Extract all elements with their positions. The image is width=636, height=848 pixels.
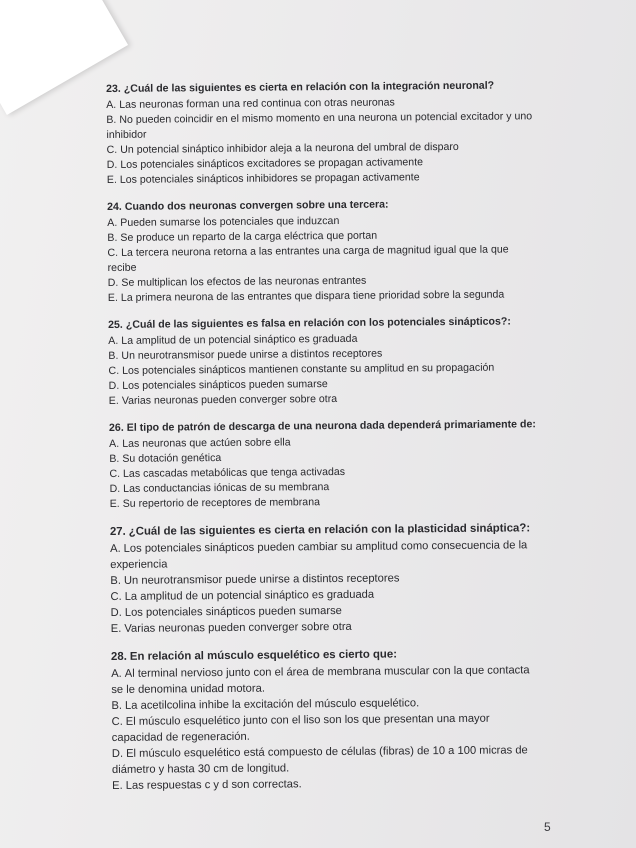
option-letter: E. — [110, 622, 122, 635]
option-text: El músculo esquelético junto con el liso son los que presentan una mayor capacidad de regeneración. — [111, 712, 490, 744]
option-letter: E. — [112, 779, 123, 792]
question-text: El tipo de patrón de descarga de una neurona dada dependerá primariamente de: — [126, 418, 536, 434]
option-letter: A. — [110, 542, 121, 555]
option-letter: C. — [108, 364, 120, 377]
option-letter: A. — [108, 334, 119, 347]
option-text: No pueden coincidir en el mismo momento en una neurona un potencial excitador y uno inhibidor — [106, 110, 533, 141]
question-number: 25. — [108, 318, 123, 331]
option-letter: B. — [107, 231, 118, 244]
answer-option — [110, 493, 540, 512]
option-letter: D. — [107, 276, 119, 289]
answer-option — [109, 390, 539, 409]
answer-option — [112, 710, 542, 746]
option-text: La amplitud de un potencial sináptico es graduada — [121, 332, 358, 347]
answer-option — [112, 742, 542, 778]
option-text: Los potenciales sinápticos pueden cambiar su amplitud como consecuencia de la experiencia — [110, 539, 528, 571]
option-text: Al terminal nervioso junto con el área de membrana muscular con la que contacta se le denomina unidad motora. — [111, 664, 530, 696]
option-text: Su repertorio de receptores de membrana — [122, 496, 321, 510]
question-number: 26. — [108, 421, 124, 434]
option-text: Los potenciales sinápticos pueden sumarse — [124, 604, 342, 619]
answer-option — [107, 242, 537, 276]
option-letter: C. — [107, 246, 119, 259]
question-23 — [106, 78, 537, 188]
answer-option — [108, 287, 538, 306]
question-number: 28. — [110, 650, 127, 663]
option-text: Los potenciales sinápticos pueden sumarse — [122, 378, 328, 392]
option-letter: D. — [106, 158, 118, 171]
answer-option — [107, 169, 537, 188]
option-letter: B. — [106, 113, 117, 126]
option-text: La tercera neurona retorna a las entrantes una carga de magnitud igual que la que recibe — [107, 243, 509, 274]
option-letter: B. — [111, 699, 123, 712]
option-letter: C. — [106, 143, 118, 156]
option-letter: B. — [109, 452, 120, 465]
answer-option — [111, 617, 541, 637]
option-letter: A. — [111, 667, 122, 680]
option-text: Los potenciales sinápticos excitadores se propagan activamente — [120, 156, 424, 171]
option-text: Un neurotransmisor puede unirse a distintos receptores — [123, 572, 400, 587]
answer-option — [110, 537, 540, 573]
option-letter: D. — [110, 606, 122, 619]
question-25 — [108, 314, 539, 409]
option-text: Las cascadas metabólicas que tenga activadas — [122, 465, 346, 480]
option-text: La amplitud de un potencial sináptico es graduada — [124, 588, 375, 603]
option-letter: D. — [109, 482, 121, 495]
option-text: Los potenciales sinápticos inhibidores se propagan activamente — [119, 171, 420, 186]
question-text: En relación al músculo esquelético es cierto que: — [129, 648, 398, 663]
question-text: ¿Cuál de las siguientes es cierta en relación con la integración neuronal? — [123, 79, 495, 95]
option-text: Los potenciales sinápticos mantienen constante su amplitud en su propagación — [122, 361, 495, 377]
option-letter: B. — [110, 574, 121, 587]
option-text: Las respuestas c y d son correctas. — [125, 778, 302, 792]
answer-option — [106, 109, 536, 143]
option-text: Las neuronas forman una red continua con otras neuronas — [119, 96, 395, 111]
option-text: Las conductancias iónicas de su membrana — [123, 481, 330, 495]
questions-container — [106, 78, 542, 806]
option-text: Pueden sumarse los potenciales que induzcan — [120, 214, 340, 229]
question-text: ¿Cuál de las siguientes es cierta en relación con la plasticidad sináptica?: — [128, 522, 531, 538]
option-letter: D. — [111, 747, 124, 760]
answer-option — [112, 774, 542, 794]
option-letter: A. — [109, 437, 120, 450]
option-text: Un neurotransmisor puede unirse a distintos receptores — [121, 347, 383, 362]
question-28 — [111, 645, 542, 794]
option-text: La primera neurona de las entrantes que dispara tiene prioridad sobre la segunda — [120, 288, 505, 304]
option-text: Su dotación genética — [122, 452, 222, 465]
option-text: El músculo esquelético está compuesto de células (fibras) de 10 a 100 micras de diámetro y hasta 30 cm de longitud. — [111, 744, 528, 776]
option-text: Varias neuronas pueden converger sobre otra — [121, 392, 338, 407]
option-letter: E. — [108, 394, 119, 407]
option-letter: E. — [107, 291, 118, 304]
option-text: Un potencial sináptico inhibidor aleja a la neurona del umbral de disparo — [120, 140, 459, 156]
question-number: 23. — [106, 82, 121, 95]
option-letter: E. — [109, 497, 120, 510]
option-letter: C. — [111, 715, 123, 728]
option-letter: B. — [108, 349, 119, 362]
option-text: Varias neuronas pueden converger sobre otra — [124, 620, 352, 635]
option-letter: A. — [107, 216, 118, 229]
question-27 — [110, 520, 541, 637]
option-text: La acetilcolina inhibe la excitación del músculo esquelético. — [124, 697, 420, 712]
question-text: Cuando dos neuronas convergen sobre una tercera: — [124, 198, 389, 213]
question-26 — [109, 417, 540, 512]
option-letter: C. — [110, 590, 122, 603]
question-number: 24. — [107, 200, 122, 213]
option-letter: D. — [108, 379, 120, 392]
page-number: 5 — [544, 820, 551, 834]
option-letter: E. — [106, 173, 117, 186]
option-letter: C. — [109, 467, 121, 480]
question-text: ¿Cuál de las siguientes es falsa en relación con los potenciales sinápticos?: — [125, 315, 511, 331]
option-text: Se multiplican los efectos de las neuronas entrantes — [121, 274, 367, 289]
option-letter: A. — [106, 98, 117, 111]
question-number: 27. — [109, 525, 126, 538]
option-text: Se produce un reparto de la carga eléctrica que portan — [120, 229, 378, 244]
option-text: Las neuronas que actúen sobre ella — [122, 436, 291, 450]
question-24 — [107, 196, 538, 306]
answer-option — [111, 662, 541, 698]
